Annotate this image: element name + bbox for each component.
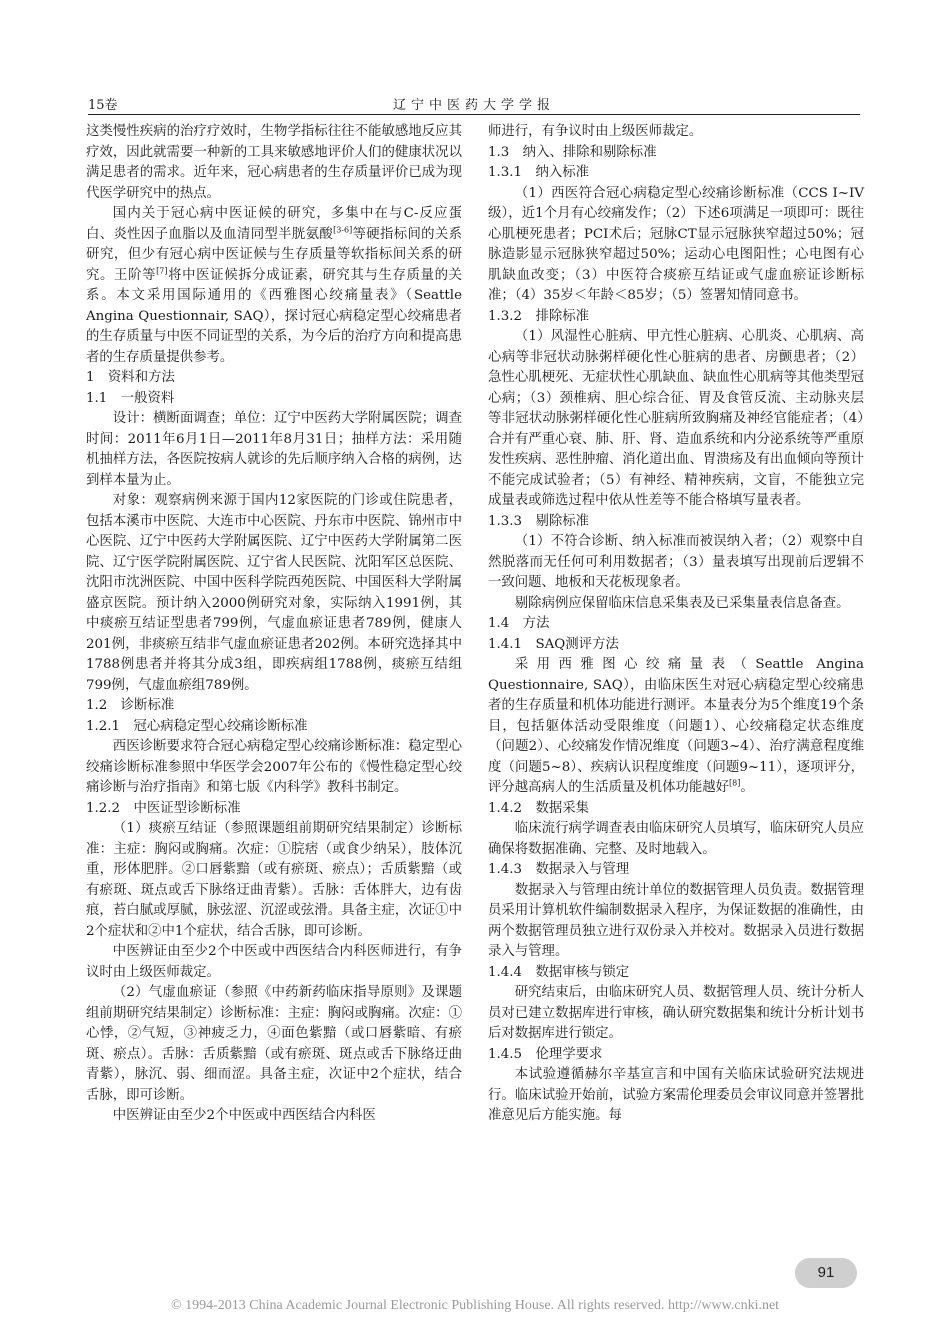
paragraph-text: 采用西雅图心绞痛量表（Seattle Angina Questionnaire, SAQ），由临床医生对冠心病稳定型心绞痛患者的生存质量和机体功能进行测评。本量表分为5个维度19个条目，包括躯体活动受限维度（问题1）、心绞痛稳定状态维度（问题2）、心绞痛发作情况维度（问题3~4）、治疗满意程度维度（问题5~8）、疾病认识程度维度（问题9~11），逐项评分，评分越高病人的生活质量及机体功能越好 [488, 657, 864, 795]
paragraph-text: 将中医证候拆分成证素，研究其与生存质量的关系。本文采用国际通用的《西雅图心绞痛量表》（Seattle Angina Questionnair, SAQ），探讨冠心病稳定型心绞痛患者的生存质量与中医不同证型的关系，为今后的治疗方向和提高患者的生存质量提供参考。 [86, 267, 463, 365]
citation-ref: [7] [156, 266, 168, 276]
section-heading: 1.3.2 排除标准 [488, 308, 590, 324]
citation-ref: [3-6] [333, 225, 353, 235]
journal-title: 辽宁中医药大学学报 [392, 98, 555, 113]
paragraph: 西医诊断要求符合冠心病稳定型心绞痛诊断标准：稳定型心绞痛诊断标准参照中华医学会2007年公布的《慢性稳定型心绞痛诊断与治疗指南》和第七版《内科学》教科书制定。 [86, 739, 462, 795]
right-column [488, 122, 864, 1127]
section-heading: 1.4 方法 [488, 616, 550, 631]
paragraph: 剔除病例应保留临床信息采集表及已采集量表信息备查。 [514, 595, 850, 611]
paragraph [86, 204, 462, 368]
paragraph: 中医辨证由至少2个中医或中西医结合内科医师进行，有争议时由上级医师裁定。 [86, 944, 462, 980]
volume-label: 15卷 [88, 98, 118, 113]
paragraph: 本试验遵循赫尔辛基宣言和中国有关临床试验研究法规进行。临床试验开始前，试验方案需伦理委员会审议同意并签署批准意见后方能实施。每 [488, 1067, 864, 1123]
section-heading: 1.4.4 数据审核与锁定 [488, 964, 630, 980]
left-column [86, 122, 462, 1127]
paragraph: （1）风湿性心脏病、甲亢性心脏病、心肌炎、心肌病、高心病等非冠状动脉粥样硬化性心脏病的患者、房颤患者；（2）急性心肌梗死、无症状性心肌缺血、缺血性心肌病等其他类型冠心病；（3）颈椎病、胆心综合征、胃及食管反流、主动脉夹层等非冠状动脉粥样硬化性心脏病所致胸痛及神经官能症者；（4）合并有严重心衰、肺、肝、肾、造血系统和内分泌系统等严重原发性疾病、恶性肿瘤、消化道出血、胃溃疡及有出血倾向等预计不能完成试验者；（5）有神经、精神疾病，文盲，不能独立完成量表或筛选过程中依从性差等不能合格填写量表者。 [488, 329, 864, 508]
section-heading: 1.2.1 冠心病稳定型心绞痛诊断标准 [86, 718, 308, 734]
paragraph-text: 等硬指标间的关系研究，但少有冠心病中医证候与生存质量等软指标间关系的研究。王阶等 [86, 226, 463, 283]
paragraph: （1）不符合诊断、纳入标准而被误纳入者；（2）观察中自然脱落而无任何可利用数据者；（3）量表填写出现前后逻辑不一致问题、地板和天花板现象者。 [488, 534, 864, 590]
paragraph-text: 。 [740, 780, 754, 795]
paragraph: 研究结束后，由临床研究人员、数据管理人员、统计分析人员对已建立数据库进行审核，确认研究数据集和统计分析计划书后对数据库进行锁定。 [488, 985, 864, 1041]
section-heading: 1 资料和方法 [86, 370, 175, 385]
paragraph: 师进行，有争议时由上级医师裁定。 [488, 124, 703, 139]
paragraph-text: 国内关于冠心病中医证候的研究，多集中在与C-反应蛋白、炎性因子血脂以及血清同型半胱氨酸 [86, 206, 462, 242]
section-heading: 1.3.3 剔除标准 [488, 513, 590, 529]
paragraph: 数据录入与管理由统计单位的数据管理人员负责。数据管理员采用计算机软件编制数据录入程序，为保证数据的准确性，由两个数据管理员独立进行双份录入并校对。数据录入员进行数据录入与管理。 [488, 882, 864, 959]
section-heading: 1.4.1 SAQ测评方法 [488, 636, 619, 652]
section-heading: 1.3 纳入、排除和剔除标准 [488, 144, 657, 160]
paragraph: （2）气虚血瘀证（参照《中药新药临床指导原则》及课题组前期研究结果制定）诊断标准：主症：胸闷或胸痛。次症：①心悸，②气短，③神疲乏力，④面色紫黯（或口唇紫暗、有瘀斑、瘀点）。舌脉：舌质紫黯（或有瘀斑、斑点或舌下脉络迂曲青紫），脉沉、弱、细而涩。具备主症，次证中2个症状，结合舌脉，即可诊断。 [86, 985, 462, 1103]
running-header [88, 92, 860, 115]
section-heading: 1.4.5 伦理学要求 [488, 1046, 603, 1062]
paragraph [488, 655, 864, 799]
section-heading: 1.2 诊断标准 [86, 698, 175, 713]
page-number: 91 [795, 1258, 857, 1288]
paragraph: 设计：横断面调查；单位：辽宁中医药大学附属医院；调查时间：2011年6月1日—2011年8月31日；抽样方法：采用随机抽样方法，各医院按病人就诊的先后顺序纳入合格的病例，达到样本量为止。 [86, 411, 462, 488]
paragraph: （1）西医符合冠心病稳定型心绞痛诊断标准（CCS I~IV级），近1个月有心绞痛发作；（2）下述6项满足一项即可：既往心肌梗死患者；PCI术后；冠脉CT显示冠脉狭窄超过50%；冠脉造影显示冠脉狭窄超过50%；运动心电图阳性；心电图有心肌缺血改变；（3）中医符合痰瘀互结证或气虚血瘀证诊断标准；（4）35岁＜年龄＜85岁；（5）签署知情同意书。 [488, 185, 864, 303]
section-heading: 1.4.2 数据采集 [488, 800, 590, 816]
citation-ref: [8] [729, 778, 741, 788]
paragraph: （1）痰瘀互结证（参照课题组前期研究结果制定）诊断标准：主症：胸闷或胸痛。次症：①脘痞（或食少纳呆），肢体沉重，形体肥胖。②口唇紫黯（或有瘀斑、瘀点）；舌质紫黯（或有瘀斑、斑点或舌下脉络迂曲青紫）。舌脉：舌体胖大，边有齿痕，苔白腻或厚腻，脉弦涩、沉涩或弦滑。具备主症，次证①中2个症状和②中1个症状，结合舌脉，即可诊断。 [86, 821, 462, 939]
paragraph: 对象：观察病例来源于国内12家医院的门诊或住院患者，包括本溪市中医院、大连市中心医院、丹东市中医院、锦州市中心医院、辽宁中医药大学附属医院、辽宁中医药大学附属第二医院、辽宁医学院附属医院、辽宁省人民医院、沈阳军区总医院、沈阳市沈洲医院、中国中医科学院西苑医院、中国医科大学附属盛京医院。预计纳入2000例研究对象，实际纳入1991例，其中痰瘀互结证型患者799例，气虚血瘀证患者789例，健康人201例，非痰瘀互结非气虚血瘀证患者202例。本研究选择其中1788例患者并将其分成3组，即疾病组1788例，痰瘀互结组799例，气虚血瘀组789例。 [86, 493, 462, 693]
section-heading: 1.3.1 纳入标准 [488, 165, 590, 180]
section-heading: 1.2.2 中医证型诊断标准 [86, 800, 241, 816]
section-heading: 1.1 一般资料 [86, 390, 175, 406]
paragraph: 临床流行病学调查表由临床研究人员填写，临床研究人员应确保将数据准确、完整、及时地载入。 [488, 821, 864, 857]
copyright-footer: © 1994-2013 China Academic Journal Electronic Publishing House. All rights reserved. http://www.cnki.net [170, 1298, 780, 1313]
paragraph: 中医辨证由至少2个中医或中西医结合内科医 [112, 1108, 376, 1123]
paragraph: 这类慢性疾病的治疗疗效时，生物学指标往往不能敏感地反应其疗效，因此就需要一种新的工具来敏感地评价人们的健康状况以满足患者的需求。近年来，冠心病患者的生存质量评价已成为现代医学研究中的热点。 [86, 124, 462, 201]
section-heading: 1.4.3 数据录入与管理 [488, 862, 630, 877]
